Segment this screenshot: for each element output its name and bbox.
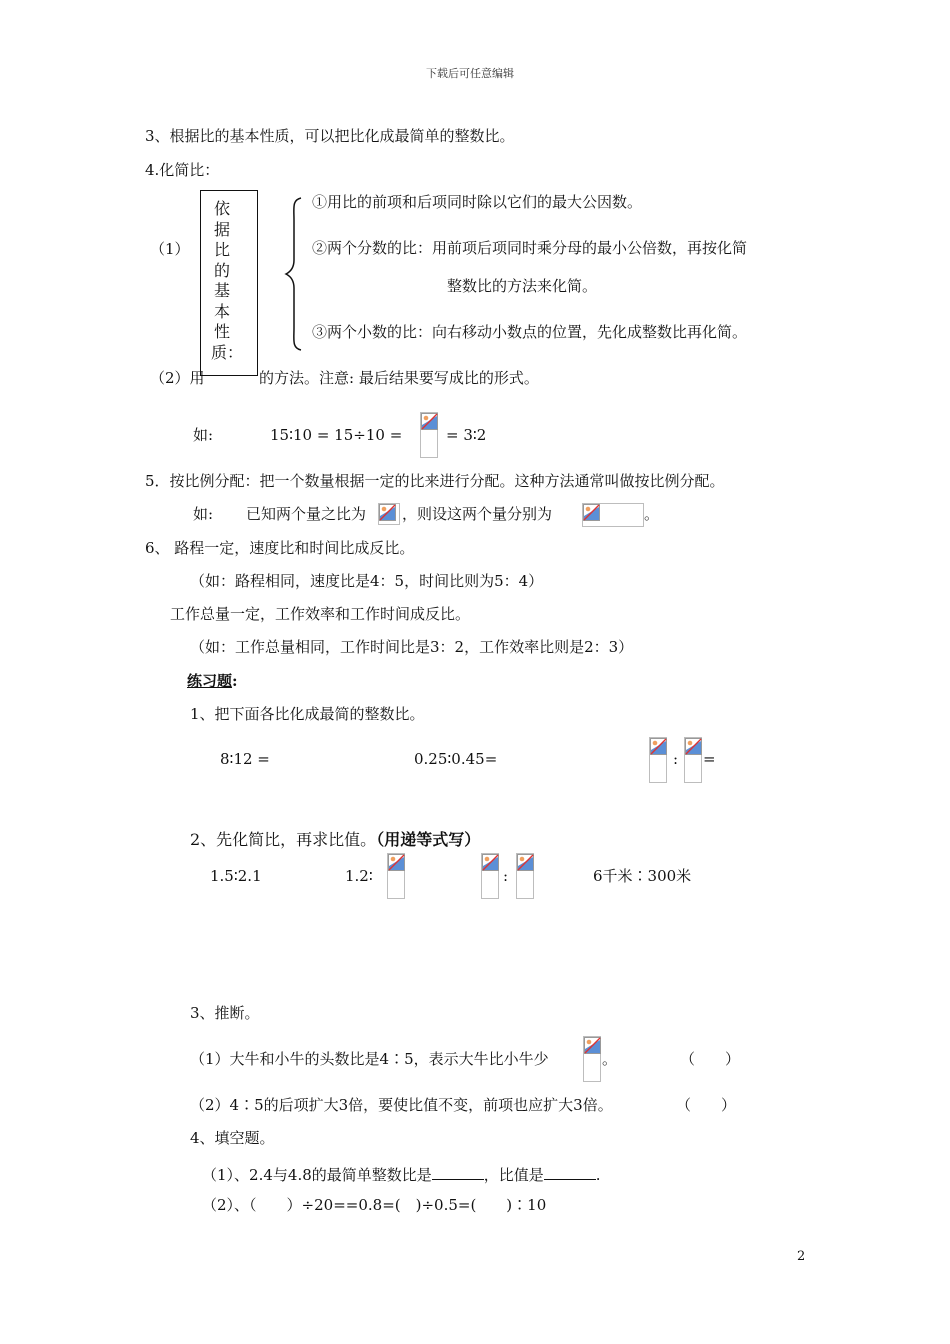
image-icon [379, 504, 396, 521]
item-2-label: （2）用 [150, 369, 205, 387]
section-5-example-b: ，则设这两个量分别为 [402, 505, 553, 523]
section-5-example-c: 。 [644, 505, 660, 523]
question-3-item-1: （1）大牛和小牛的头数比是4∶5，表示大牛比小牛少 [190, 1050, 549, 1068]
quantities-image-placeholder [582, 503, 644, 527]
page-header: 下载后可任意编辑 [426, 67, 514, 80]
question-1-a: 8∶12 = [220, 750, 270, 768]
question-4-item-1-a: （1）、2.4与4.8的最简单整数比是 [202, 1166, 432, 1184]
image-icon [482, 854, 499, 871]
section-5-text: 5．按比例分配：把一个数量根据一定的比来进行分配。这种方法通常叫做按比例分配。 [145, 472, 725, 490]
question-4-text: 4、填空题。 [190, 1129, 275, 1147]
answer-blank[interactable] [544, 1165, 596, 1180]
section-5-example-a: 已知两个量之比为 [246, 505, 367, 523]
practice-title: 练习题 [187, 672, 233, 690]
item-2-text: 的方法。注意: 最后结果要写成比的形式。 [259, 369, 539, 387]
example-label: 如: [193, 426, 214, 444]
question-1-fraction-a-placeholder [649, 737, 667, 783]
question-2-d: 6千米∶300米 [593, 867, 692, 885]
practice-title-colon: : [232, 672, 238, 690]
example-left: 15∶10 = 15÷10 = [270, 426, 403, 444]
question-3-item-1-answer-paren: （ ） [680, 1050, 741, 1068]
question-4-item-1-c: . [595, 1166, 601, 1184]
practice-heading [187, 674, 238, 689]
example-right: = 3∶2 [446, 426, 487, 444]
question-3-item-1-end: 。 [602, 1050, 618, 1068]
image-icon [583, 504, 600, 521]
question-2-fraction-a-placeholder [387, 853, 405, 899]
image-icon [388, 854, 405, 871]
rule-1: ①用比的前项和后项同时除以它们的最大公因数。 [312, 193, 643, 211]
question-2-a: 1.5∶2.1 [210, 867, 262, 885]
question-2-line [190, 832, 480, 848]
question-2-b: 1.2∶ [345, 867, 373, 885]
question-2-fraction-b-placeholder [481, 853, 499, 899]
question-2-note: （用递等式写） [376, 830, 481, 849]
question-1-c-equals: = [703, 750, 716, 768]
rule-2-line-2: 整数比的方法来化简。 [447, 277, 598, 295]
question-2-text: 2、先化简比，再求比值。 [190, 830, 377, 849]
section-5-example-label: 如: [193, 505, 214, 523]
image-icon [584, 1037, 601, 1054]
rule-3: ③两个小数的比：向右移动小数点的位置，先化成整数比再化简。 [312, 323, 748, 341]
question-1-c-colon: : [673, 750, 679, 768]
question-4-item-1-b: ，比值是 [483, 1166, 544, 1184]
image-icon [685, 738, 702, 755]
question-4-item-1 [202, 1165, 601, 1183]
section-6-line-1: 6、 路程一定，速度比和时间比成反比。 [145, 539, 415, 557]
curly-brace [284, 196, 304, 352]
image-icon [650, 738, 667, 755]
section-6-line-4: （如：工作总量相同，工作时间比是3：2，工作效率比则是2：3） [190, 638, 634, 656]
image-icon [421, 413, 438, 430]
answer-blank[interactable] [432, 1165, 484, 1180]
basis-box-text: 依据比的基本性质： [211, 199, 244, 362]
rule-2-line-1: ②两个分数的比：用前项后项同时乘分母的最小公倍数，再按化简 [312, 239, 748, 257]
image-icon [517, 854, 534, 871]
fraction-image-placeholder [420, 412, 438, 458]
question-3-item-2-answer-paren: （ ） [676, 1096, 737, 1114]
section-6-line-2: （如：路程相同，速度比是4：5，时间比则为5：4） [190, 572, 544, 590]
question-1-fraction-b-placeholder [684, 737, 702, 783]
question-4-item-2: （2）、（ ）÷20==0.8=( )÷0.5=( )∶10 [202, 1196, 547, 1214]
question-3-text: 3、推断。 [190, 1004, 260, 1022]
question-2-fraction-c-placeholder [516, 853, 534, 899]
page-number: 2 [797, 1249, 806, 1264]
question-3-item-2: （2）4∶5的后项扩大3倍，要使比值不变，前项也应扩大3倍。 [190, 1096, 613, 1114]
question-2-c-colon: : [503, 867, 509, 885]
item-1-label: （1） [150, 240, 190, 258]
section-4-title: 4.化简比： [145, 161, 220, 179]
section-3-text: 3、根据比的基本性质，可以把比化成最简单的整数比。 [145, 127, 515, 145]
section-6-line-3: 工作总量一定，工作效率和工作时间成反比。 [170, 605, 471, 623]
question-1-text: 1、把下面各比化成最简的整数比。 [190, 705, 425, 723]
question-1-b: 0.25∶0.45= [414, 750, 498, 768]
basis-box [200, 190, 258, 376]
question-3-fraction-placeholder [583, 1036, 601, 1082]
ratio-image-placeholder [378, 503, 400, 525]
